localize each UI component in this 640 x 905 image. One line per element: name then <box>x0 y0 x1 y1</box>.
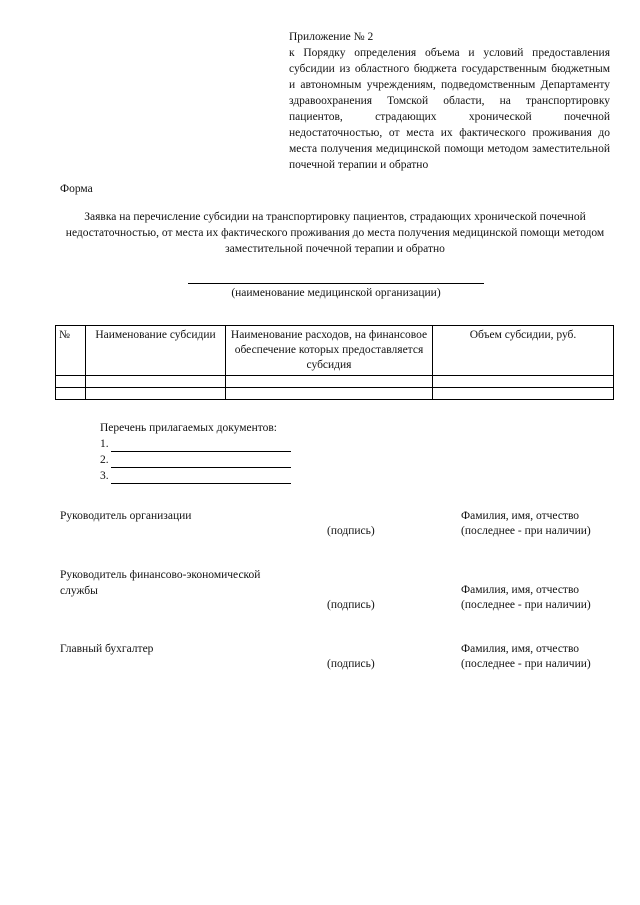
fio-note: (последнее - при наличии) <box>461 658 591 670</box>
subsidy-table <box>55 325 614 400</box>
fio-caption: Фамилия, имя, отчество <box>461 510 580 522</box>
list-item-number: 3. <box>100 470 109 482</box>
signature-caption: (подпись) <box>327 658 375 670</box>
appendix-number: Приложение № 2 <box>289 31 374 43</box>
list-item <box>100 436 291 452</box>
table-cell[interactable] <box>56 388 86 400</box>
org-name-line <box>188 283 484 284</box>
list-item-number: 1. <box>100 438 109 450</box>
signature-role-head: Руководитель организации <box>60 510 192 522</box>
column-header-expense-name: Наименование расходов, на финансовое обеспечение которых предоставляется субсидия <box>226 326 433 376</box>
table-row <box>56 376 614 388</box>
signature-caption: (подпись) <box>327 525 375 537</box>
document-blank-line[interactable] <box>111 455 291 468</box>
fio-caption: Фамилия, имя, отчество <box>461 584 580 596</box>
table-cell[interactable] <box>226 388 433 400</box>
table-cell[interactable] <box>433 388 614 400</box>
list-item <box>100 452 291 468</box>
fio-caption: Фамилия, имя, отчество <box>461 643 580 655</box>
signature-role-accountant: Главный бухгалтер <box>60 643 154 655</box>
table-cell[interactable] <box>226 376 433 388</box>
column-header-number: № <box>56 326 86 376</box>
column-header-subsidy-name: Наименование субсидии <box>86 326 226 376</box>
documents-list <box>100 420 291 484</box>
list-item <box>100 468 291 484</box>
list-item-number: 2. <box>100 454 109 466</box>
appendix-header <box>289 29 610 173</box>
signature-caption: (подпись) <box>327 599 375 611</box>
table-row <box>56 388 614 400</box>
column-header-subsidy-amount: Объем субсидии, руб. <box>433 326 614 376</box>
table-header-row <box>56 326 614 376</box>
signature-role-finance: Руководитель финансово-экономической службы <box>60 569 261 597</box>
table-cell[interactable] <box>433 376 614 388</box>
table-cell[interactable] <box>56 376 86 388</box>
documents-heading: Перечень прилагаемых документов: <box>100 422 278 434</box>
table-cell[interactable] <box>86 376 226 388</box>
fio-note: (последнее - при наличии) <box>461 599 591 611</box>
org-name-caption: (наименование медицинской организации) <box>231 287 441 299</box>
appendix-body: к Порядку определения объема и условий предоставления субсидии из областного бюджета государственным бюджетным и автономным учреждениям, подведомственным Департаменту здравоохранения Томской области, на транспортировку пациентов, страдающих хронической почечной недостаточностью, от места их фактического проживания до места получения медицинской помощи методом заместительной почечной терапии и обратно <box>289 47 610 171</box>
table-cell[interactable] <box>86 388 226 400</box>
document-blank-line[interactable] <box>111 471 291 484</box>
fio-note: (последнее - при наличии) <box>461 525 591 537</box>
document-title: Заявка на перечисление субсидии на транспортировку пациентов, страдающих хронической почечной недостаточностью, от места их фактического проживания до места получения медицинской помощи методом заместительной почечной терапии и обратно <box>65 211 605 255</box>
document-blank-line[interactable] <box>111 439 291 452</box>
form-label: Форма <box>60 183 93 195</box>
